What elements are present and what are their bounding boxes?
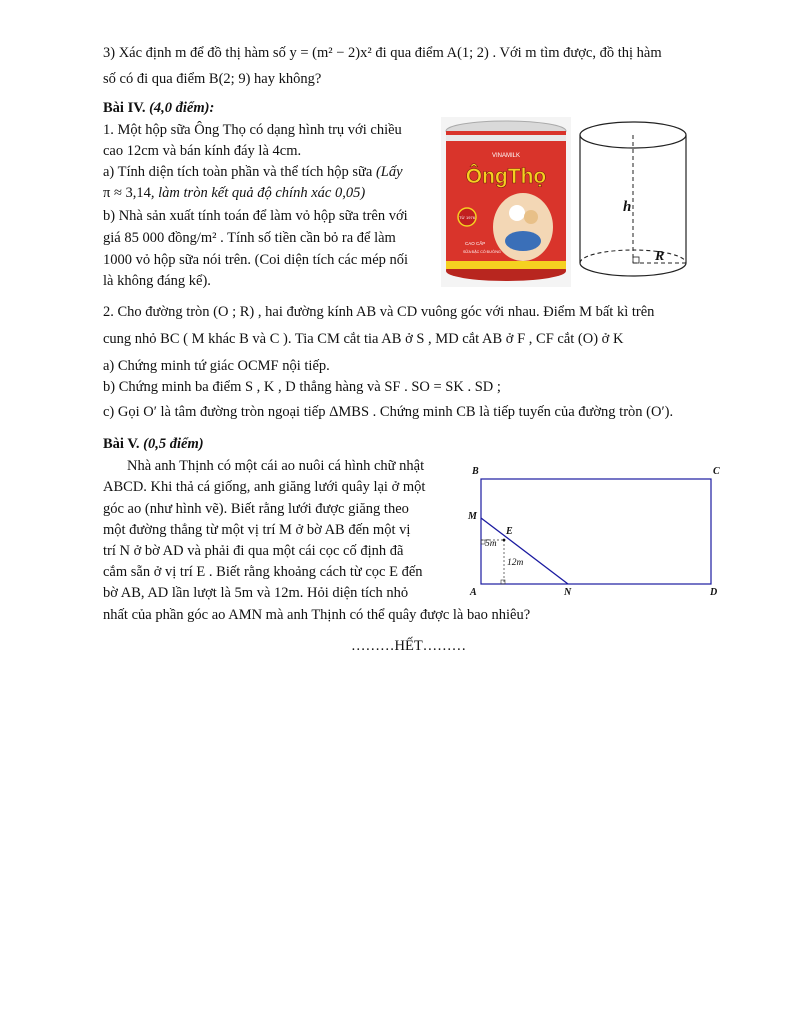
label-D: D <box>710 587 718 598</box>
bai4-heading <box>103 99 214 117</box>
label-12m: 12m <box>507 558 524 568</box>
label-E: E <box>506 526 513 537</box>
bai5-line1: Nhà anh Thịnh có một cái ao nuôi cá hình chữ nhật <box>127 458 425 474</box>
bai5-line4: một đường thẳng từ một vị trí M ở bờ AB đến một vị <box>103 522 411 538</box>
milk-can-image <box>441 117 571 287</box>
label-C: C <box>713 466 720 477</box>
label-B: B <box>472 466 479 477</box>
bai5-title: Bài V. <box>103 436 140 452</box>
q3-line2: số có đi qua điểm B(2; 9) hay không? <box>103 71 322 87</box>
bai5-line8: nhất của phần góc ao AMN mà anh Thịnh có thể quây được là bao nhiêu? <box>103 607 531 623</box>
cyl-h-label: h <box>623 199 632 215</box>
label-5m: 5m <box>485 539 497 549</box>
cylinder-diagram <box>575 117 690 289</box>
rounding-note: , làm tròn kết quả độ chính xác 0,05) <box>150 185 366 201</box>
bai4-p2-line1: 2. Cho đường tròn (O ; R) , hai đường kính AB và CD vuông góc với nhau. Điểm M bất kì trên <box>103 304 655 320</box>
bai4-p1-line3 <box>103 163 403 181</box>
q3-line1: 3) Xác định m để đồ thị hàm số y = (m² − 2)x² đi qua điểm A(1; 2) . Với m tìm được, đồ thị hàm <box>103 45 662 61</box>
bai5-line5: trí N ở bờ AD và phải đi qua một cái cọc cố định đã <box>103 543 404 559</box>
bai5-line6: cắm sẵn ở vị trí E . Biết rằng khoảng cách từ cọc E đến <box>103 564 423 580</box>
can-name: ÔngThọ <box>465 165 547 188</box>
bai4-p1-line6: giá 85 000 đồng/m² . Tính số tiền cần bỏ ra để làm <box>103 230 396 246</box>
bai4-p2-a: a) Chứng minh tứ giác OCMF nội tiếp. <box>103 358 330 374</box>
bai4-p1-line5: b) Nhà sản xuất tính toán để làm vỏ hộp sữa trên với <box>103 208 408 224</box>
net-line <box>481 518 568 584</box>
bai5-points: (0,5 điểm) <box>143 436 204 452</box>
can-brand: VINAMILK <box>491 153 521 159</box>
bai4-p1-lay: (Lấy <box>375 164 403 180</box>
end-marker: ………HẾT……… <box>351 638 467 654</box>
cyl-r-label: R <box>655 249 665 264</box>
bai4-p1-line8: là không đáng kể). <box>103 273 211 289</box>
bai4-p2-line2: cung nhỏ BC ( M khác B và C ). Tia CM cắt tia AB ở S , MD cắt AB ở F , CF cắt (O) ở K <box>103 331 624 347</box>
can-badge: TỪ 1976 <box>459 215 475 220</box>
bai4-p1-line2: cao 12cm và bán kính đáy là 4cm. <box>103 143 302 159</box>
can-side2: SỮA ĐẶC CÓ ĐƯỜNG <box>463 250 501 254</box>
can-side: CAO CẤP <box>465 241 486 246</box>
label-M: M <box>468 511 477 522</box>
bai5-line3: góc ao (như hình vẽ). Biết rằng lưới được giăng theo <box>103 501 409 517</box>
bai5-line7: bờ AB, AD lần lượt là 5m và 12m. Hỏi diện tích nhỏ <box>103 585 409 601</box>
label-N: N <box>564 587 572 598</box>
pond-rect <box>481 479 711 584</box>
bai5-heading <box>103 435 204 453</box>
bai4-p2-b: b) Chứng minh ba điểm S , K , D thẳng hàng và SF . SO = SK . SD ; <box>103 379 501 395</box>
bai4-p2-c: c) Gọi O′ là tâm đường tròn ngoại tiếp ΔMBS . Chứng minh CB là tiếp tuyến của đường tròn (O′). <box>103 404 674 420</box>
label-A: A <box>470 587 477 598</box>
bai4-p1-a: a) Tính diện tích toàn phần và thể tích hộp sữa <box>103 164 373 180</box>
pond-diagram <box>464 460 726 604</box>
bai4-points: (4,0 điểm): <box>149 100 215 116</box>
bai4-p1-line1: 1. Một hộp sữa Ông Thọ có dạng hình trụ với chiều <box>103 122 402 138</box>
bai4-p1-line4 <box>103 184 365 202</box>
bai5-line2: ABCD. Khi thả cá giống, anh giăng lưới quây lại ở một <box>103 479 426 495</box>
bai4-p1-line7: 1000 vỏ hộp sữa nói trên. (Coi diện tích các mép nối <box>103 252 409 268</box>
pi-approx: π ≈ 3,14 <box>103 185 151 201</box>
stake-point <box>503 539 506 542</box>
bai4-title: Bài IV. <box>103 100 146 116</box>
